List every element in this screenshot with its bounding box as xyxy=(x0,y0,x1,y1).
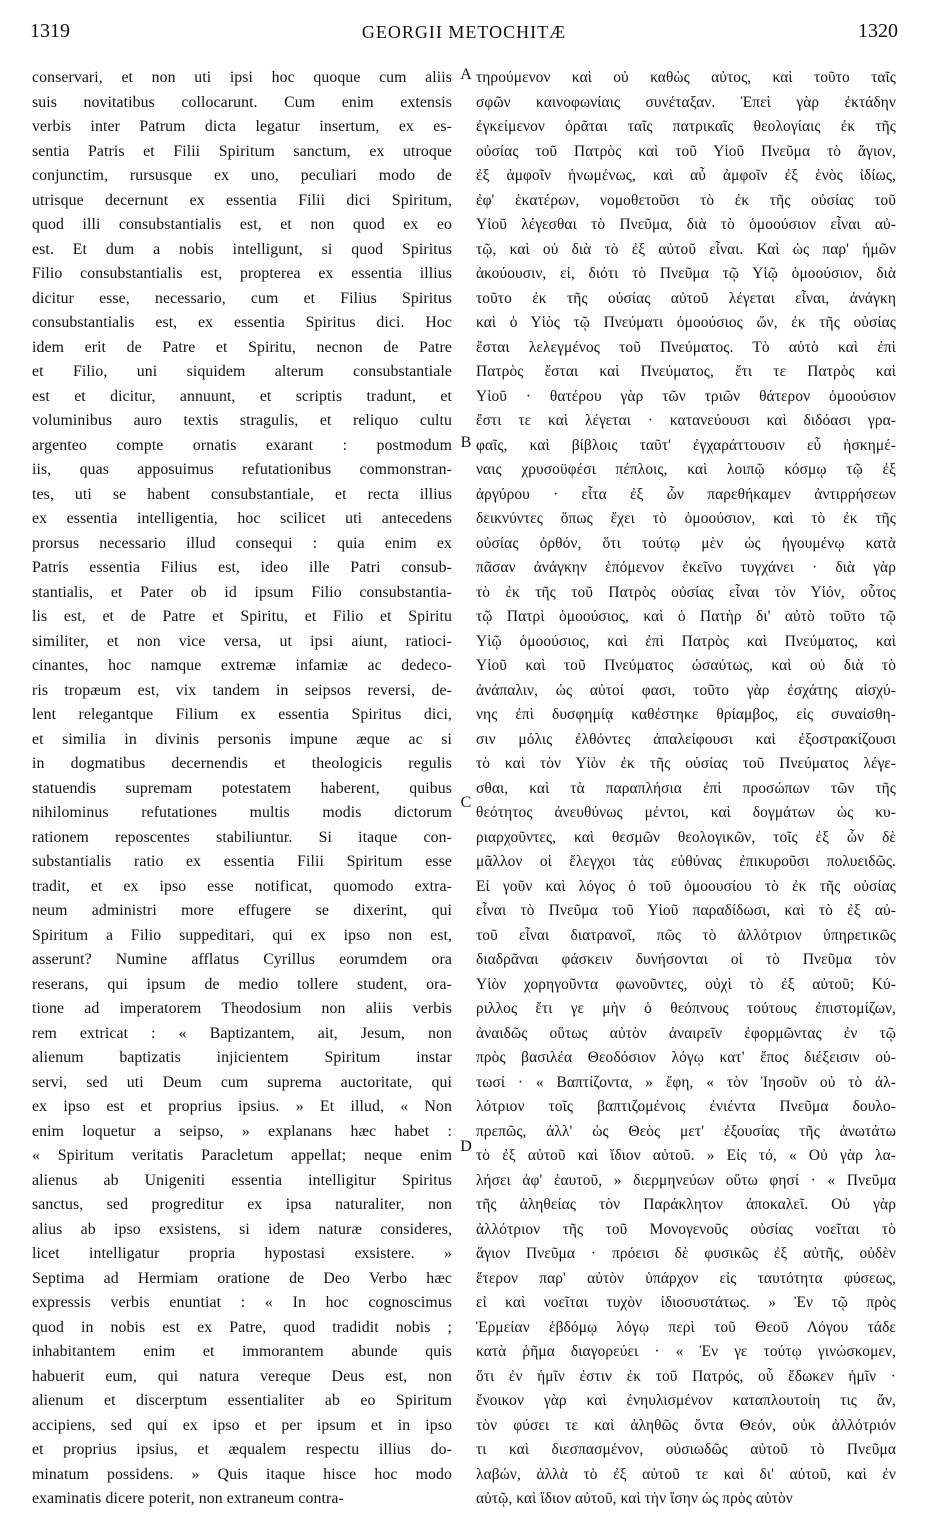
text-line: inhabitantem enim et immorantem abunde quis xyxy=(32,1343,452,1360)
text-line: quod illi consubstantialis est, et non quod ex eo xyxy=(32,216,452,233)
text-line: ναις χρυσοϋφέσι πέπλοις, καὶ λοιπῷ κόσμῳ τῷ ἐξ xyxy=(476,461,896,478)
text-line: examinatis dicere poterit, non extraneum contra- xyxy=(32,1490,344,1507)
text-line: alienum et discerptum essentialiter ab eo Spiritum xyxy=(32,1392,452,1409)
section-marker-d: D xyxy=(460,1138,472,1155)
greek-column xyxy=(476,66,896,1528)
text-line: σιν μόλις ἐλθόντες ἀπαλείφουσι καὶ ἐξοστρακίζουσι xyxy=(476,730,896,748)
text-line: et Filio, uni siquidem alterum consubstantiale xyxy=(32,363,452,380)
text-line: similiter, et non vice versa, ut ipsi aiunt, ratioci- xyxy=(32,632,452,650)
text-line: τὸ ἐξ αὐτοῦ καὶ ἴδιον αὐτοῦ. » Εἰς τό, « Οὐ γὰρ λα- xyxy=(476,1147,896,1164)
text-line: πρὸς βασιλέα Θεοδόσιον λόγῳ κατ' ἔπος διέξεισιν οὑ- xyxy=(476,1049,896,1066)
text-line: ἐγκείμενον ὁρᾶται ταῖς πατρικαῖς θεολογίαις ἐκ τῆς xyxy=(476,118,896,135)
text-line: enim loquetur a seipso, » explanans hæc habet : xyxy=(32,1122,452,1140)
section-marker-a: A xyxy=(460,66,472,83)
text-line: neum administri more effugere se dixerint, qui xyxy=(32,902,452,919)
text-line: ἀνάπαλιν, ὡς αὐτοί φασι, τοῦτο γὰρ ἐσχάτης αἰσχύ- xyxy=(476,681,896,699)
text-line: τῷ Πατρὶ ὁμοούσιος, καὶ ὁ Πατὴρ δι' αὐτὸ τοῦτο τῷ xyxy=(476,608,896,625)
text-line: quod in nobis est ex Patre, quod tradidit nobis ; xyxy=(32,1318,452,1336)
text-line: ἔσται λελεγμένος τοῦ Πνεύματος. Τὸ αὐτὸ καὶ ἐπὶ xyxy=(476,338,896,356)
text-line: est. Et dum a nobis intelligunt, si quod Spiritus xyxy=(32,240,452,258)
text-line: suis novitatibus collocarunt. Cum enim extensis xyxy=(32,93,452,111)
text-line: σφῶν καινοφωνίαις συνέταξαν. Ἐπεὶ γὰρ ἐκτάδην xyxy=(476,93,896,111)
text-line: alienus ab Unigeniti essentia intelligitur Spiritus xyxy=(32,1171,452,1189)
text-line: διαδρᾶναι φάσκειν δυνήσονται οἱ τὸ Πνεῦμα τὸν xyxy=(476,951,896,968)
text-line: Υἱοῦ · θατέρου γὰρ τῶν τριῶν θάτερον ὁμοούσιον xyxy=(476,387,896,405)
text-line: ἔστι τε καὶ λέγεται · κατανεύουσι καὶ διδόασι γρα- xyxy=(476,412,896,429)
text-line: Ἑρμείαν ἑβδόμῳ λόγῳ περὶ τοῦ Θεοῦ Λόγου τάδε xyxy=(476,1318,896,1336)
text-line: Υἱῷ ὁμοούσιος, καὶ ἐπὶ Πατρὸς καὶ Πνεύματος, καὶ xyxy=(476,632,896,650)
text-line: sentia Patris et Filii Spiritum sanctum, ex utroque xyxy=(32,142,452,160)
text-line: rem extricat : « Baptizantem, ait, Jesum, non xyxy=(32,1024,452,1042)
text-line: reserans, qui ipsum de medio tollere student, ora- xyxy=(32,975,452,993)
text-line: expressis verbis enuntiat : « In hoc cognoscimus xyxy=(32,1294,452,1311)
text-line: τωσί · « Βαπτίζοντα, » ἔφη, « τὸν Ἰησοῦν οὐ τὸ ἀλ- xyxy=(476,1073,896,1091)
text-line: alienum baptizatis injicientem Spiritum instar xyxy=(32,1049,452,1066)
page-header xyxy=(30,14,898,48)
text-line: et similia in divinis personis impune æque ac si xyxy=(32,730,452,748)
text-line: prorsus necessario illud consequi : quia enim ex xyxy=(32,534,452,552)
text-line: Filio consubstantialis est, propterea ex essentia illius xyxy=(32,265,452,282)
text-line: servi, sed uti Deum cum suprema auctoritate, qui xyxy=(32,1073,452,1091)
text-line: ex essentia intelligentia, hoc scilicet uti antecedens xyxy=(32,510,452,527)
text-line: nihilominus refutationes multis modis dictorum xyxy=(32,804,452,821)
text-line: Spiritum a Filio suppeditari, qui ex ipso non est, xyxy=(32,926,452,944)
text-line: σθαι, καὶ τὰ παραπλήσια ἐπὶ προσώπων τῶν τῆς xyxy=(476,779,896,797)
text-line: οὐσίας ὀρθόν, ὅτι τούτῳ μὲν ὡς ἡγουμένῳ κατὰ xyxy=(476,534,896,552)
text-line: ἐφ' ἑκατέρων, νομοθετοῦσι τὸ ἐκ τῆς οὐσίας τοῦ xyxy=(476,191,896,209)
text-line: εἰ καὶ νοεῖται τυχὸν ἰδιοσυστάτως. » Ἐν τῷ πρὸς xyxy=(476,1294,896,1311)
text-line: ἕτερον παρ' αὐτὸν ὑπάρχον εἰς ταυτότητα φύσεως, xyxy=(476,1269,896,1287)
text-line: Patris essentia Filius est, ideo ille Patri consub- xyxy=(32,559,452,576)
text-line: dicitur esse, necessario, cum et Filius Spiritus xyxy=(32,289,452,307)
text-line: λαβών, ἀλλὰ τὸ ἐξ αὐτοῦ τε καὶ δι' αὐτοῦ, καὶ ἐν xyxy=(476,1465,896,1483)
text-line: ἀναιδῶς οὕτως αὐτὸν ἀναιρεῖν ἐφορμῶντας ἐν τῷ xyxy=(476,1024,896,1042)
text-line: ἐξ ἀμφοῖν ἡνωμένως, καὶ αὖ ἀμφοῖν ἐξ ἑνὸς ἰδίως, xyxy=(476,167,896,184)
text-line: τι καὶ διεσπασμένον, οὐσιωδῶς αὐτοῦ τὸ Πνεῦμα xyxy=(476,1441,896,1458)
text-line: θεότητος ἀνευθύνως μέντοι, καὶ δογμάτων ὡς κυ- xyxy=(476,804,896,821)
text-line: ριλλος ἔτι γε μὴν ὁ θεόπνους τούτους ἐπιστομίζων, xyxy=(476,1000,896,1017)
text-line: alius ab ipso exsistens, si idem naturæ consideres, xyxy=(32,1220,452,1238)
text-line: accipiens, sed qui ex ipso et per ipsum et in ipso xyxy=(32,1416,452,1434)
text-line: substantialis ratio ex essentia Filii Spiritum esse xyxy=(32,853,452,870)
text-line: tes, uti se habent consubstantiale, et recta illius xyxy=(32,485,452,503)
text-line: πρεπῶς, ἀλλ' ὡς Θεὸς μετ' ἐξουσίας τῆς ἀνωτάτω xyxy=(476,1122,896,1140)
text-line: est et dicitur, annuunt, et scriptis tradunt, et xyxy=(32,387,452,405)
text-line: μᾶλλον οἱ ἔλεγχοι τὰς εὐθύνας ἐπικυροῦσι πολυειδῶς. xyxy=(476,853,896,870)
text-line: δεικνύντες ὅπως ἔχει τὸ ὁμοούσιον, καὶ τὸ ἐκ τῆς xyxy=(476,510,896,527)
text-line: tradit, et ex ipso esse notificat, quomodo extra- xyxy=(32,877,452,895)
text-line: Υἱοῦ λέγεσθαι τὸ Πνεῦμα, διὰ τὸ ὁμοούσιον εἶναι αὐ- xyxy=(476,216,896,233)
text-line: κατὰ ῥῆμα διαγορεύει · « Ἐν γε τούτῳ γινώσκομεν, xyxy=(476,1343,896,1360)
text-line: lent relegantque Filium ex essentia Spiritus dici, xyxy=(32,706,452,723)
page-number-left: 1319 xyxy=(30,20,70,42)
text-line: ὅτι ἐν ἡμῖν ἐστιν ἐκ τοῦ Πατρός, οὗ ἔδωκεν ἡμῖν · xyxy=(476,1367,896,1385)
text-line: minatum possidens. » Quis itaque hisce hoc modo xyxy=(32,1465,452,1483)
text-line: ex ipso est et proprius ipsius. » Et illud, « Non xyxy=(32,1098,452,1115)
text-line: cinantes, hoc namque extremæ infamiæ ac dedeco- xyxy=(32,657,452,674)
text-line: φαῖς, καὶ βίβλοις ταῦτ' ἐγχαράττουσιν εὖ ἠσκημέ- xyxy=(476,436,896,454)
page-number-right: 1320 xyxy=(858,20,898,42)
text-line: ἅγιον Πνεῦμα · πρόεισι δὲ φυσικῶς ἐξ αὐτῆς, οὐδὲν xyxy=(476,1245,896,1262)
text-line: πᾶσαν ἀνάγκην ἑπόμενον ἐκεῖνο τυγχάνει · διὰ γὰρ xyxy=(476,559,896,576)
text-line: ἀκούουσιν, εἰ, διότι τὸ Πνεῦμα τῷ Υἱῷ ὁμοούσιον, διὰ xyxy=(476,265,896,282)
text-line: Septima ad Hermiam oratione de Deo Verbo hæc xyxy=(32,1269,452,1287)
text-line: τὸ ἐκ τῆς τοῦ Πατρὸς οὐσίας εἶναι τὸν Υἱόν, οὗτος xyxy=(476,583,896,601)
text-line: stantialis, et Pater ob id ipsum Filio consubstantia- xyxy=(32,583,452,601)
text-line: οὐσίας τοῦ Πατρὸς καὶ τοῦ Υἱοῦ Πνεῦμα τὸ ἅγιον, xyxy=(476,142,896,160)
text-line: idem erit de Patre et Spiritu, necnon de Patre xyxy=(32,338,452,356)
text-line: et proprius ipsius, et æqualem respectu illius do- xyxy=(32,1441,452,1458)
text-line: λήσει ἀφ' ἑαυτοῦ, » διερμηνεύων οὕτω φησί · « Πνεῦμα xyxy=(476,1171,896,1189)
text-line: « Spiritum veritatis Paracletum appellat; neque enim xyxy=(32,1147,452,1164)
text-line: in dogmatibus decernendis et theologicis regulis xyxy=(32,755,452,772)
text-line: τοῦτο ἐκ τῆς οὐσίας αὐτοῦ λέγεται εἶναι, ἀνάγκη xyxy=(476,289,896,307)
text-line: consubstantialis est, ex essentia Spiritus dici. Hoc xyxy=(32,314,452,331)
text-line: εἶναι τὸ Πνεῦμα τοῦ Υἱοῦ παραδίδωσι, καὶ τὸ ἐξ αὐ- xyxy=(476,902,896,919)
text-line: ἀργύρου · εἶτα ἐξ ὧν παρεθήκαμεν ἀντιρρήσεων xyxy=(476,485,896,503)
text-line: τὸν φύσει τε καὶ ἀληθῶς ὄντα Θεόν, οὐκ ἀλλότριόν xyxy=(476,1416,896,1434)
latin-column xyxy=(32,66,452,1528)
text-line: τῷ, καὶ οὐ διὰ τὸ ἐξ αὐτοῦ εἶναι. Καὶ ὡς παρ' ἡμῶν xyxy=(476,240,896,258)
text-line: τηρούμενον καὶ οὐ καθὼς αὐτος, καὶ τοῦτο ταῖς xyxy=(476,69,896,86)
text-line: νης ἐπὶ δυσφημίᾳ καθέστηκε θρίαμβος, εἰς συναίσθη- xyxy=(476,706,896,723)
text-line: ἀλλότριον τῆς τοῦ Μονογενοῦς οὐσίας νοεῖται τὸ xyxy=(476,1220,896,1238)
text-line: ris tropæum est, vix tandem in seipsos reversi, de- xyxy=(32,681,452,699)
text-line: tione ad imperatorem Theodosium non aliis verbis xyxy=(32,1000,452,1017)
text-line: Εἰ γοῦν καὶ λόγος ὁ τοῦ ὁμοουσίου τὸ ἐκ τῆς οὐσίας xyxy=(476,877,896,895)
text-line: conservari, et non uti ipsi hoc quoque cum aliis xyxy=(32,69,452,86)
running-title: GEORGII METOCHITÆ xyxy=(361,22,567,42)
text-line: Πατρὸς ἔσται καὶ Πνεύματος, ἔτι τε Πατρὸς καὶ xyxy=(476,363,896,380)
text-line: iis, quas apposuimus refutationibus commonstran- xyxy=(32,461,452,478)
text-line: argenteo compte ornatis exarant : postmodum xyxy=(32,436,452,454)
text-line: verbis inter Patrum dicta legatur insertum, ex es- xyxy=(32,118,452,135)
text-line: licet intelligatur propria hypostasi exsistere. » xyxy=(32,1245,452,1262)
text-line: καὶ ὁ Υἱὸς τῷ Πνεύματι ὁμοούσιος ὤν, ἐκ τῆς οὐσίας xyxy=(476,314,896,331)
text-line: τοῦ εἶναι διατρανοῖ, πῶς τὸ ἀλλότριον ὑπηρετικῶς xyxy=(476,926,896,944)
text-line: Υἱὸν χορηγοῦντα φωνοῦντες, οὐχὶ τὸ ἐξ αὐτοῦ; Κύ- xyxy=(476,975,896,993)
text-line: Υἱοῦ καὶ τοῦ Πνεύματος ὡσαύτως, καὶ οὐ διὰ τὸ xyxy=(476,657,896,674)
text-line: statuendis supremam potestatem haberent, quibus xyxy=(32,779,452,797)
section-marker-c: C xyxy=(460,794,472,811)
text-line: τὸ καὶ τὸν Υἱὸν ἐκ τῆς οὐσίας τοῦ Πνεύματος λέγε- xyxy=(476,755,896,772)
text-line: habuerit eum, qui natura vereque Deus est, non xyxy=(32,1367,452,1385)
text-line: τῆς ἀληθείας τὸν Παράκλητον ἀποκαλεῖ. Οὐ γὰρ xyxy=(476,1196,896,1213)
text-line: ριαρχοῦντες, καὶ θεσμῶν θεολογικῶν, τοῖς ἐξ ὧν δὲ xyxy=(476,828,896,846)
text-line: lis est, et de Patre et Spiritu, et Filio et Spiritu xyxy=(32,608,452,625)
text-line: ἔνοικον γὰρ καὶ ἐνηυλισμένον καταπλουτοίη τις ἄν, xyxy=(476,1392,896,1409)
text-line: λότριον τοῖς βαπτιζομένοις ἐνιέντα Πνεῦμα δουλο- xyxy=(476,1098,896,1115)
section-marker-b: B xyxy=(460,434,472,451)
text-line: voluminibus auro textis stragulis, et reliquo cultu xyxy=(32,412,452,429)
text-line: utrisque decernunt ex essentia Filii dici Spiritum, xyxy=(32,191,452,209)
text-line: αὐτῷ, καὶ ἴδιον αὐτοῦ, καὶ τὴν ἴσην ὡς πρὸς αὐτὸν xyxy=(476,1490,793,1507)
text-line: conjunctim, rursusque ex uno, peculiari modo de xyxy=(32,167,452,184)
text-line: asserunt? Numine afflatus Cyrillus eorumdem ora xyxy=(32,951,452,968)
text-line: rationem reposcentes stabiliuntur. Si itaque con- xyxy=(32,828,452,846)
text-line: sanctus, sed progreditur ex ipsa naturaliter, non xyxy=(32,1196,452,1213)
